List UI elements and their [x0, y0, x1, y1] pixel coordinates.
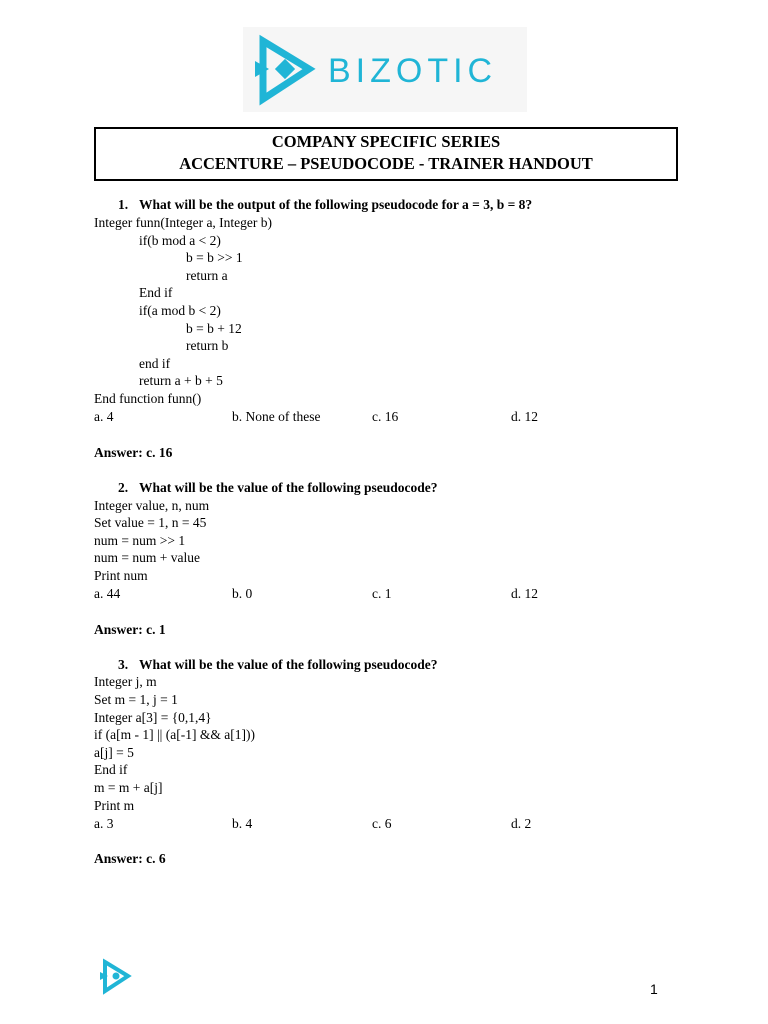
option-c: c. 16 [372, 409, 399, 424]
question-1-text: What will be the output of the following pseudocode for a = 3, b = 8? [139, 197, 533, 212]
code-line: Integer j, m [94, 674, 157, 689]
code-line: End if [94, 762, 128, 777]
code-line: End function funn() [94, 391, 202, 406]
question-1-answer: Answer: c. 16 [94, 445, 173, 460]
code-line: end if [139, 356, 171, 371]
code-line: Integer value, n, num [94, 498, 210, 513]
code-line: return b [186, 338, 229, 353]
question-1-number: 1. [118, 197, 129, 212]
code-line: Set m = 1, j = 1 [94, 692, 178, 707]
code-line: Integer a[3] = {0,1,4} [94, 710, 212, 725]
code-line: return a + b + 5 [139, 373, 223, 388]
option-d: d. 12 [511, 409, 538, 424]
code-line: if (a[m - 1] || (a[-1] && a[1])) [94, 727, 255, 742]
bizotic-logo-icon [247, 31, 319, 107]
option-b: b. None of these [232, 409, 321, 424]
code-line: num = num + value [94, 550, 200, 565]
code-line: End if [139, 285, 173, 300]
option-b: b. 4 [232, 816, 253, 831]
question-2-answer: Answer: c. 1 [94, 622, 166, 637]
series-title: COMPANY SPECIFIC SERIES [271, 132, 501, 151]
code-line: b = b >> 1 [186, 250, 243, 265]
code-line: Print m [94, 798, 135, 813]
option-d: d. 2 [511, 816, 532, 831]
page-number: 1 [650, 981, 658, 997]
code-line: if(b mod a < 2) [139, 233, 221, 248]
option-c: c. 1 [372, 586, 392, 601]
footer-logo-icon [96, 957, 134, 995]
question-2-number: 2. [118, 480, 129, 495]
option-d: d. 12 [511, 586, 538, 601]
option-a: a. 3 [94, 816, 114, 831]
option-a: a. 44 [94, 586, 121, 601]
handout-title-box [94, 127, 678, 181]
question-3-text: What will be the value of the following pseudocode? [139, 657, 438, 672]
handout-title: ACCENTURE – PSEUDOCODE - TRAINER HANDOUT [179, 154, 593, 173]
question-3-answer: Answer: c. 6 [94, 851, 166, 866]
code-line: Integer funn(Integer a, Integer b) [94, 215, 273, 230]
code-line: num = num >> 1 [94, 533, 186, 548]
code-line: Print num [94, 568, 148, 583]
code-line: return a [186, 268, 228, 283]
code-line: Set value = 1, n = 45 [94, 515, 207, 530]
logo-wordmark: BIZOTIC [328, 52, 498, 90]
brand-logo [243, 27, 527, 112]
option-c: c. 6 [372, 816, 392, 831]
code-line: a[j] = 5 [94, 745, 134, 760]
option-b: b. 0 [232, 586, 253, 601]
option-a: a. 4 [94, 409, 114, 424]
code-line: m = m + a[j] [94, 780, 163, 795]
question-3-number: 3. [118, 657, 129, 672]
code-line: b = b + 12 [186, 321, 242, 336]
question-2-text: What will be the value of the following pseudocode? [139, 480, 438, 495]
code-line: if(a mod b < 2) [139, 303, 221, 318]
